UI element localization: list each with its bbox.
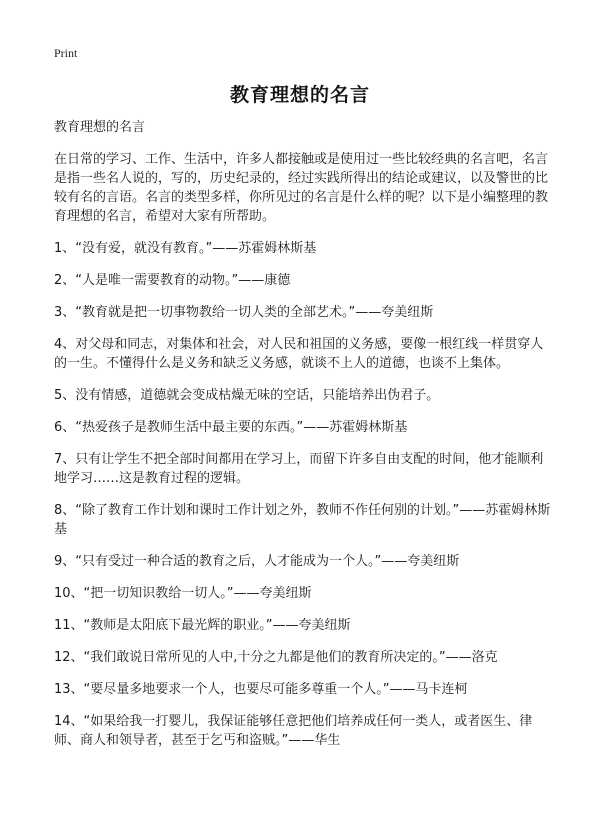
quote-text: “只有受过一种合适的教育之后，人才能成为一个人。”——夸美纽斯 bbox=[75, 554, 460, 569]
quote-text: 对父母和同志，对集体和社会，对人民和祖国的义务感，要像一根红线一样贯穿人的一生。不懂得什么是义务和缺乏义务感，就谈不上人的道德，也谈不上集体。 bbox=[54, 337, 544, 371]
quote-number: 7、 bbox=[54, 452, 76, 467]
quote-number: 6、 bbox=[54, 420, 76, 435]
quote-item bbox=[54, 584, 554, 603]
quote-list bbox=[54, 239, 554, 750]
quote-text: “如果给我一打婴儿，我保证能够任意把他们培养成任何一类人，或者医生、律师、商人和领导者，甚至于乞丐和盗贼。”——华生 bbox=[54, 714, 533, 748]
quote-text: “把一切知识教给一切人。”——夸美纽斯 bbox=[83, 586, 312, 601]
quote-item bbox=[54, 303, 554, 322]
quote-number: 2、 bbox=[54, 273, 76, 288]
quote-number: 5、 bbox=[54, 388, 76, 403]
quote-text: “教育就是把一切事物教给一切人类的全部艺术。”——夸美纽斯 bbox=[75, 305, 434, 320]
intro-paragraph: 在日常的学习、工作、生活中，许多人都接触或是使用过一些比较经典的名言吧，名言是指一些名人说的，写的，历史纪录的，经过实践所得出的结论或建议，以及警世的比较有名的言语。名言的类型多样，你所见过的名言是什么样的呢？以下是小编整理的教育理想的名言，希望对大家有所帮助。 bbox=[54, 152, 549, 224]
quote-item bbox=[54, 335, 554, 373]
quote-item bbox=[54, 501, 554, 539]
quote-text: 只有让学生不把全部时间都用在学习上，而留下许多自由支配的时间，他才能顺利地学习……这是教育过程的逻辑。 bbox=[54, 452, 544, 486]
quote-number: 10、 bbox=[54, 586, 84, 601]
quote-text: “没有爱，就没有教育。”——苏霍姆林斯基 bbox=[75, 241, 317, 256]
print-label: Print bbox=[54, 46, 78, 60]
quote-number: 4、 bbox=[54, 337, 76, 352]
quote-text: 没有情感，道德就会变成枯燥无味的空话，只能培养出伪君子。 bbox=[75, 388, 440, 403]
quote-item bbox=[54, 386, 554, 405]
quote-item bbox=[54, 616, 554, 635]
quote-number: 3、 bbox=[54, 305, 76, 320]
quote-item bbox=[54, 271, 554, 290]
quote-item bbox=[54, 680, 554, 699]
quote-item bbox=[54, 418, 554, 437]
quote-text: “人是唯一需要教育的动物。”——康德 bbox=[75, 273, 291, 288]
quote-item bbox=[54, 450, 554, 488]
quote-number: 13、 bbox=[54, 682, 84, 697]
quote-item bbox=[54, 648, 554, 667]
quote-item bbox=[54, 712, 554, 750]
quote-item bbox=[54, 239, 554, 258]
quote-text: “热爱孩子是教师生活中最主要的东西。”——苏霍姆林斯基 bbox=[75, 420, 408, 435]
quote-text: “除了教育工作计划和课时工作计划之外，教师不作任何别的计划。”——苏霍姆林斯基 bbox=[54, 503, 551, 537]
quote-number: 14、 bbox=[54, 714, 84, 729]
quote-number: 1、 bbox=[54, 241, 76, 256]
document-body bbox=[54, 118, 554, 763]
document-subtitle: 教育理想的名言 bbox=[54, 120, 146, 135]
quote-text: “要尽量多地要求一个人，也要尽可能多尊重一个人。”——马卡连柯 bbox=[83, 682, 468, 697]
quote-number: 9、 bbox=[54, 554, 76, 569]
quote-number: 8、 bbox=[54, 503, 76, 518]
quote-item bbox=[54, 552, 554, 571]
quote-text: “我们敢说日常所见的人中,十分之九都是他们的教育所决定的。”——洛克 bbox=[83, 650, 498, 665]
quote-number: 11、 bbox=[54, 618, 84, 633]
quote-number: 12、 bbox=[54, 650, 84, 665]
document-title: 教育理想的名言 bbox=[229, 84, 370, 106]
quote-text: “教师是太阳底下最光辉的职业。”——夸美纽斯 bbox=[83, 618, 351, 633]
